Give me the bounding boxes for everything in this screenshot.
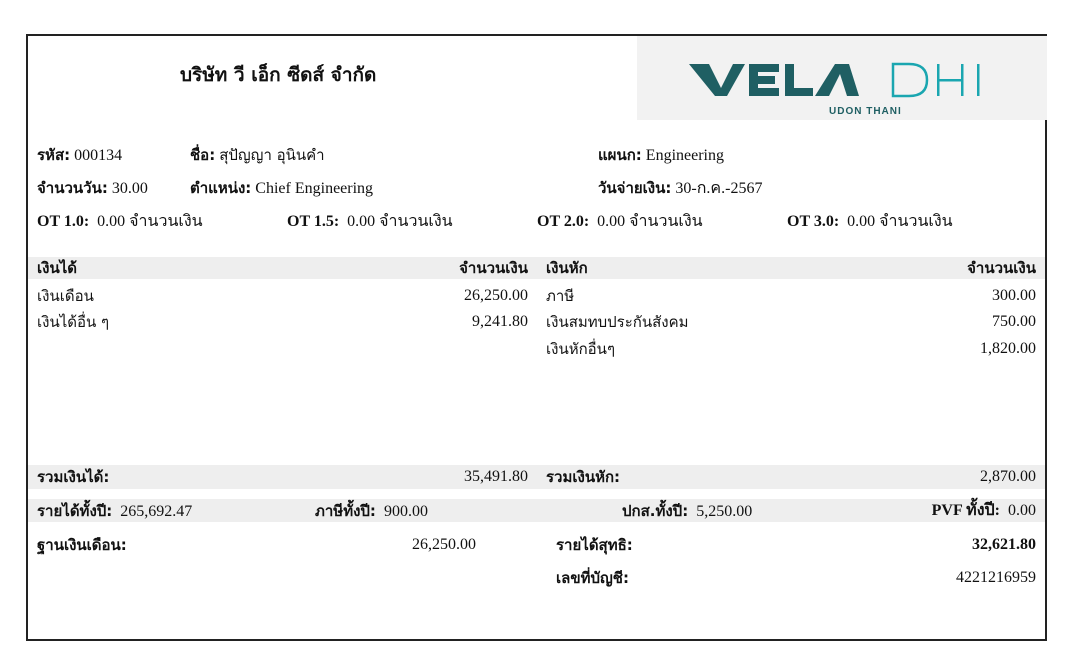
deduction-item-label: เงินหักอื่นๆ [546,340,615,358]
income-amount-header: จำนวนเงิน [459,259,528,277]
logo-subtitle: UDON THANI [829,106,902,117]
work-days: จำนวนวัน: 30.00 [37,179,148,197]
deduction-item-amount: 1,820.00 [980,340,1036,357]
employee-department: แผนก: Engineering [598,146,724,164]
deduction-header: เงินหัก [546,259,588,277]
deduction-item-label: ภาษี [546,287,575,305]
ot-item: OT 3.0: 0.00 จำนวนเงิน [787,213,953,230]
employee-code: รหัส: 000134 [37,146,123,164]
company-logo [637,36,1047,120]
ot-item: OT 2.0: 0.00 จำนวนเงิน [537,213,703,230]
base-salary: 26,250.00 [412,536,476,553]
ytd-pvf: PVF ทั้งปี: 0.00 [931,502,1036,519]
income-total-label: รวมเงินได้: [37,468,110,486]
deduction-total: 2,870.00 [980,468,1036,485]
deduction-amount-header: จำนวนเงิน [967,259,1036,277]
net-income-label: รายได้สุทธิ: [556,536,633,554]
net-income: 32,621.80 [972,536,1036,553]
ot-item: OT 1.0: 0.00 จำนวนเงิน [37,213,203,230]
base-salary-label: ฐานเงินเดือน: [37,536,127,554]
income-item-label: เงินเดือน [37,287,94,305]
deduction-item-amount: 750.00 [992,313,1036,330]
account-number: 4221216959 [956,569,1036,586]
totals-band [28,465,1045,489]
ytd-income: รายได้ทั้งปี: 265,692.47 [37,502,193,520]
deduction-item-amount: 300.00 [992,287,1036,304]
deduction-item-label: เงินสมทบประกันสังคม [546,313,689,331]
ytd-social-security: ปกส.ทั้งปี: 5,250.00 [622,502,753,520]
income-item-label: เงินได้อื่น ๆ [37,313,110,331]
table-header-band [28,257,1045,279]
pay-date: วันจ่ายเงิน: 30-ก.ค.-2567 [598,179,763,197]
ytd-tax: ภาษีทั้งปี: 900.00 [315,502,428,520]
income-header: เงินได้ [37,259,77,277]
income-item-amount: 9,241.80 [472,313,528,330]
employee-name: ชื่อ: สุปัญญา อุนินคำ [190,146,325,164]
employee-position: ตำแหน่ง: Chief Engineering [190,179,374,197]
ot-item: OT 1.5: 0.00 จำนวนเงิน [287,213,453,230]
company-name: บริษัท วี เอ็ก ซีดส์ จำกัด [180,64,377,86]
account-number-label: เลขที่บัญชี: [556,569,629,587]
income-total: 35,491.80 [464,468,528,485]
deduction-total-label: รวมเงินหัก: [546,468,621,486]
income-item-amount: 26,250.00 [464,287,528,304]
